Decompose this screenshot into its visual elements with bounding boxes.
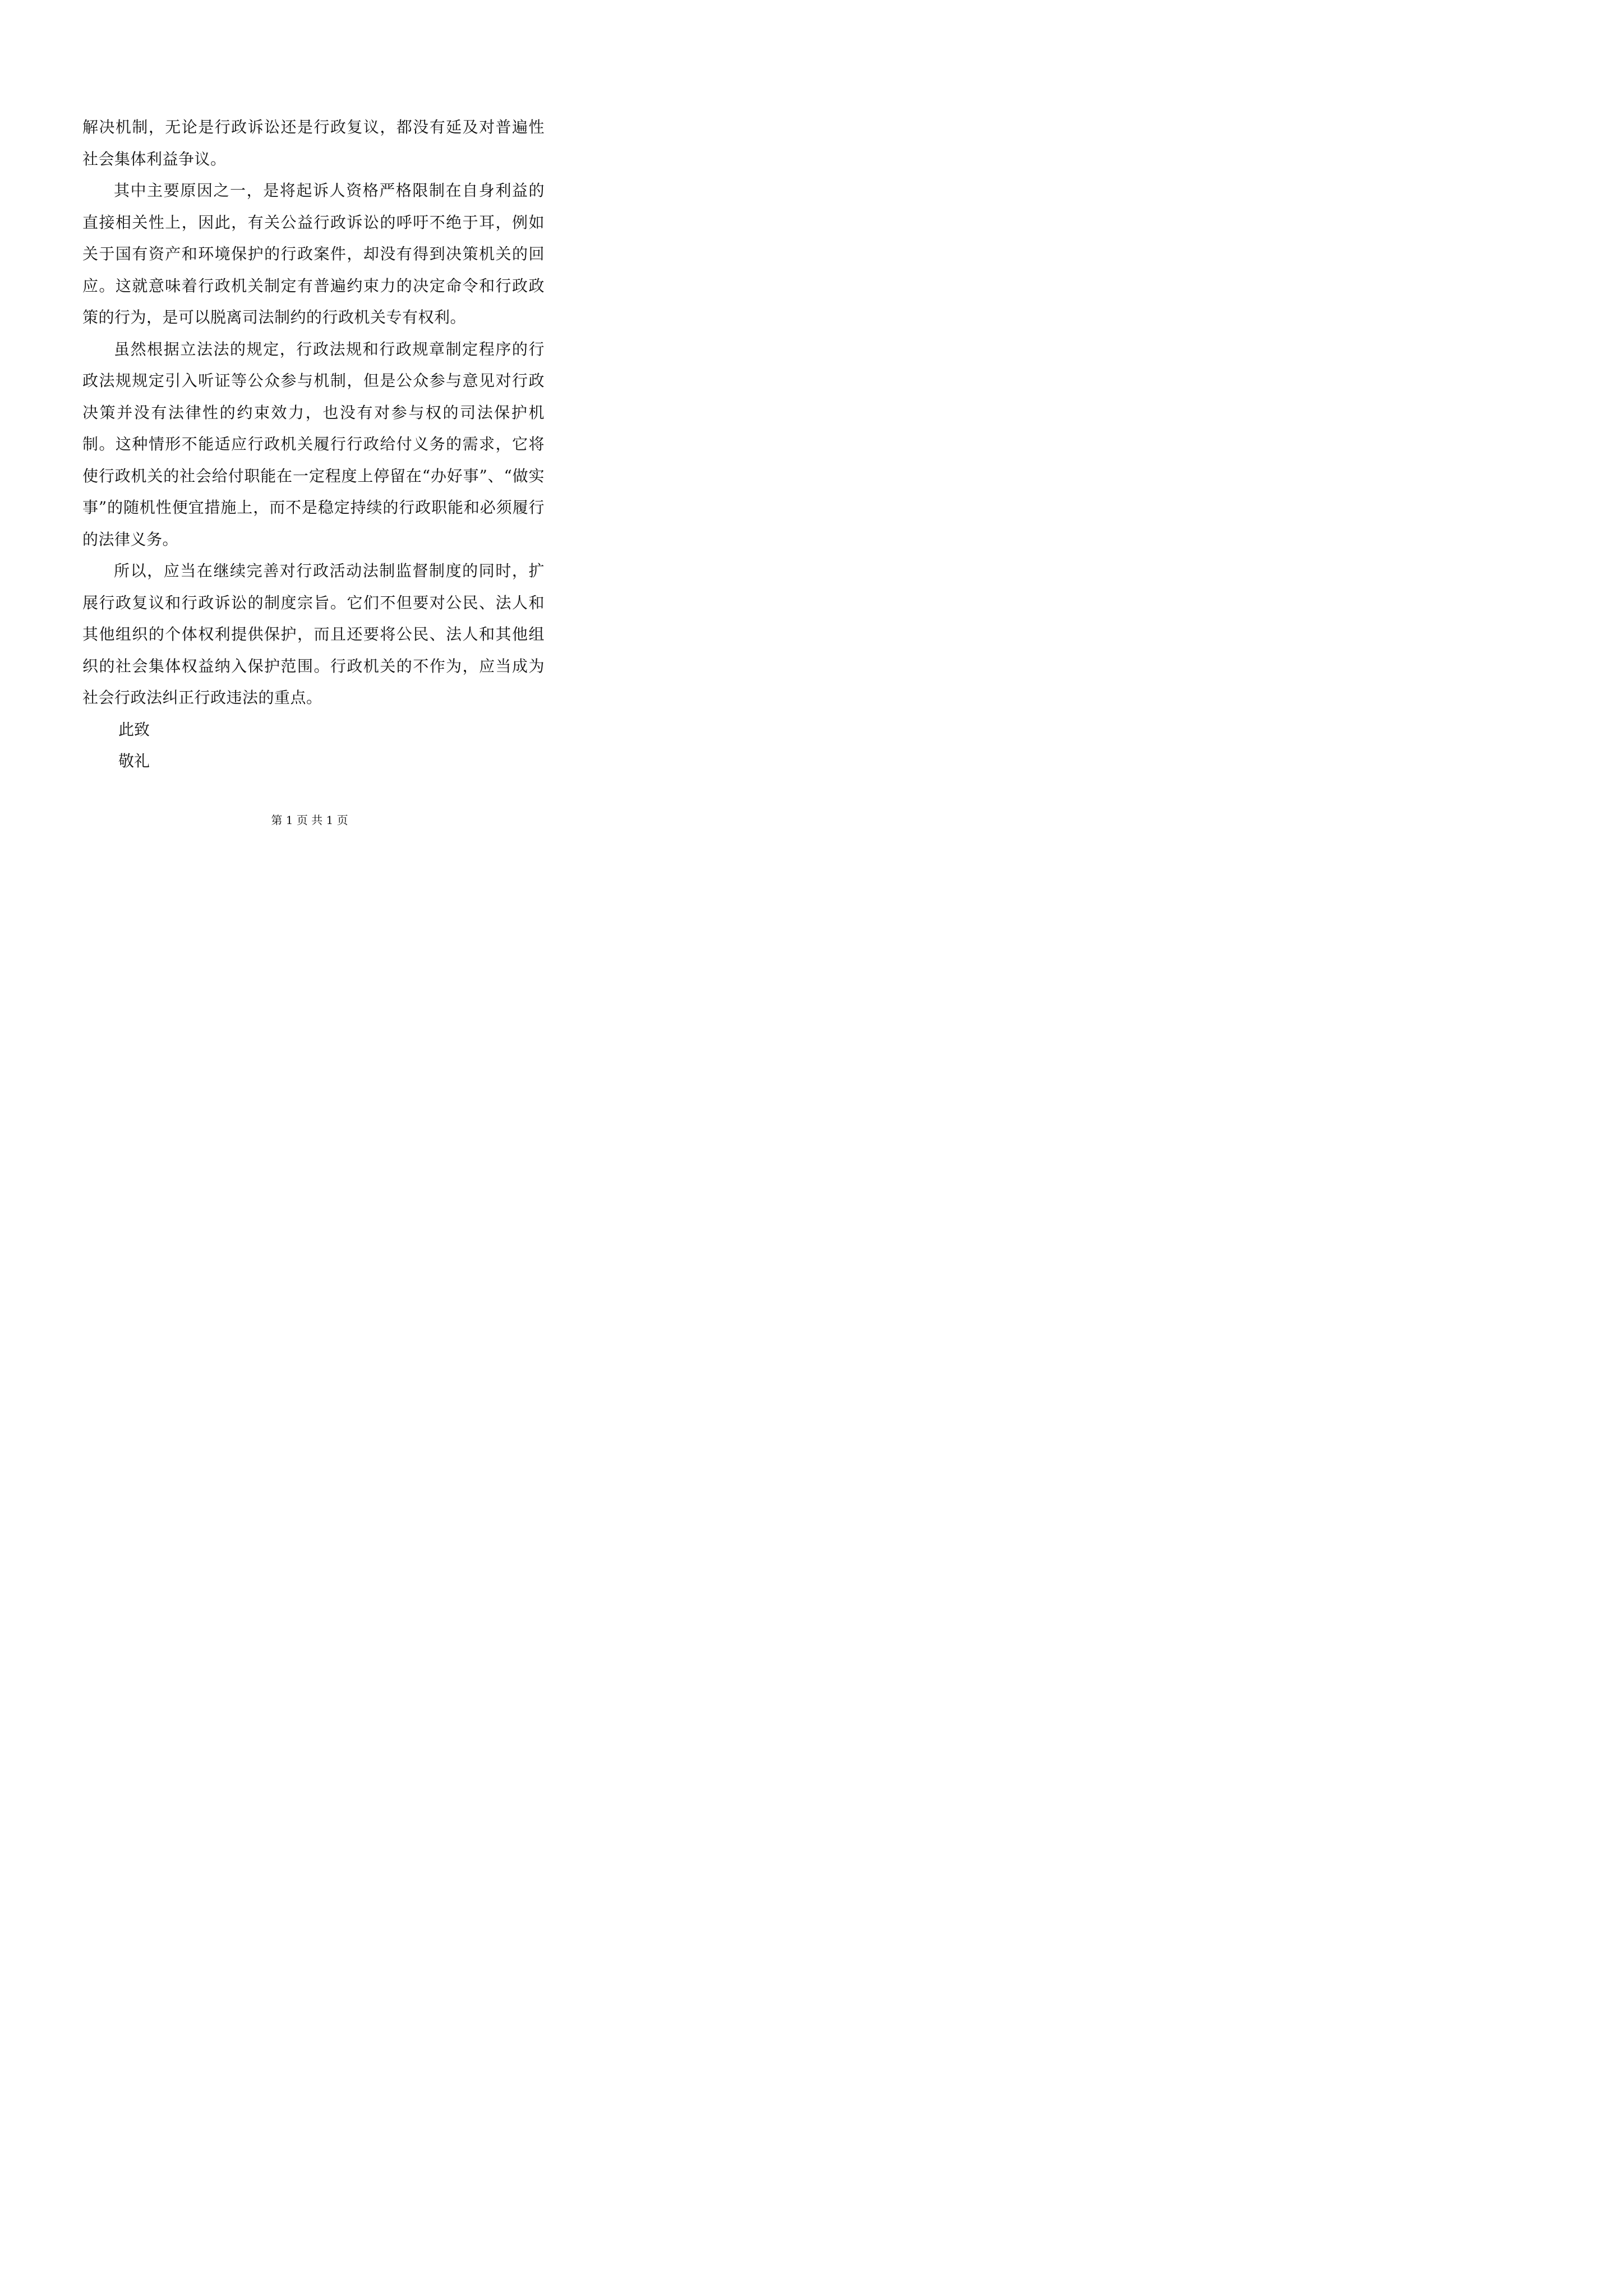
document-page [0,0,619,876]
paragraph-continuation: 解决机制，无论是行政诉讼还是行政复议，都没有延及对普遍性社会集体利益争议。 [82,118,545,168]
paragraph-legislation-law: 虽然根据立法法的规定，行政法规和行政规章制定程序的行政法规规定引入听证等公众参与机制，但是公众参与意见对行政决策并没有法律性的约束效力，也没有对参与权的司法保护机制。这种情形不能适应行政机关履行行政给付义务的需求，它将使行政机关的社会给付职能在一定程度上停留在“办好事”、“做实事”的随机性便宜措施上，而不是稳定持续的行政职能和必须履行的法律义务。 [82,339,545,549]
page-number-footer: 第 1 页 共 1 页 [271,813,348,827]
paragraph-main-reason: 其中主要原因之一，是将起诉人资格严格限制在自身利益的直接相关性上，因此，有关公益行政诉讼的呼吁不绝于耳，例如关于国有资产和环境保护的行政案件，却没有得到决策机关的回应。这就意味着行政机关制定有普遍约束力的决定命令和行政政策的行为，是可以脱离司法制约的行政机关专有权利。 [82,181,545,326]
letter-body [82,112,545,777]
closing-regards: 敬礼 [118,752,150,770]
closing-salutation: 此致 [118,720,150,739]
paragraph-conclusion: 所以，应当在继续完善对行政活动法制监督制度的同时，扩展行政复议和行政诉讼的制度宗旨。它们不但要对公民、法人和其他组织的个体权利提供保护，而且还要将公民、法人和其他组织的社会集体权益纳入保护范围。行政机关的不作为，应当成为社会行政法纠正行政违法的重点。 [82,562,545,707]
